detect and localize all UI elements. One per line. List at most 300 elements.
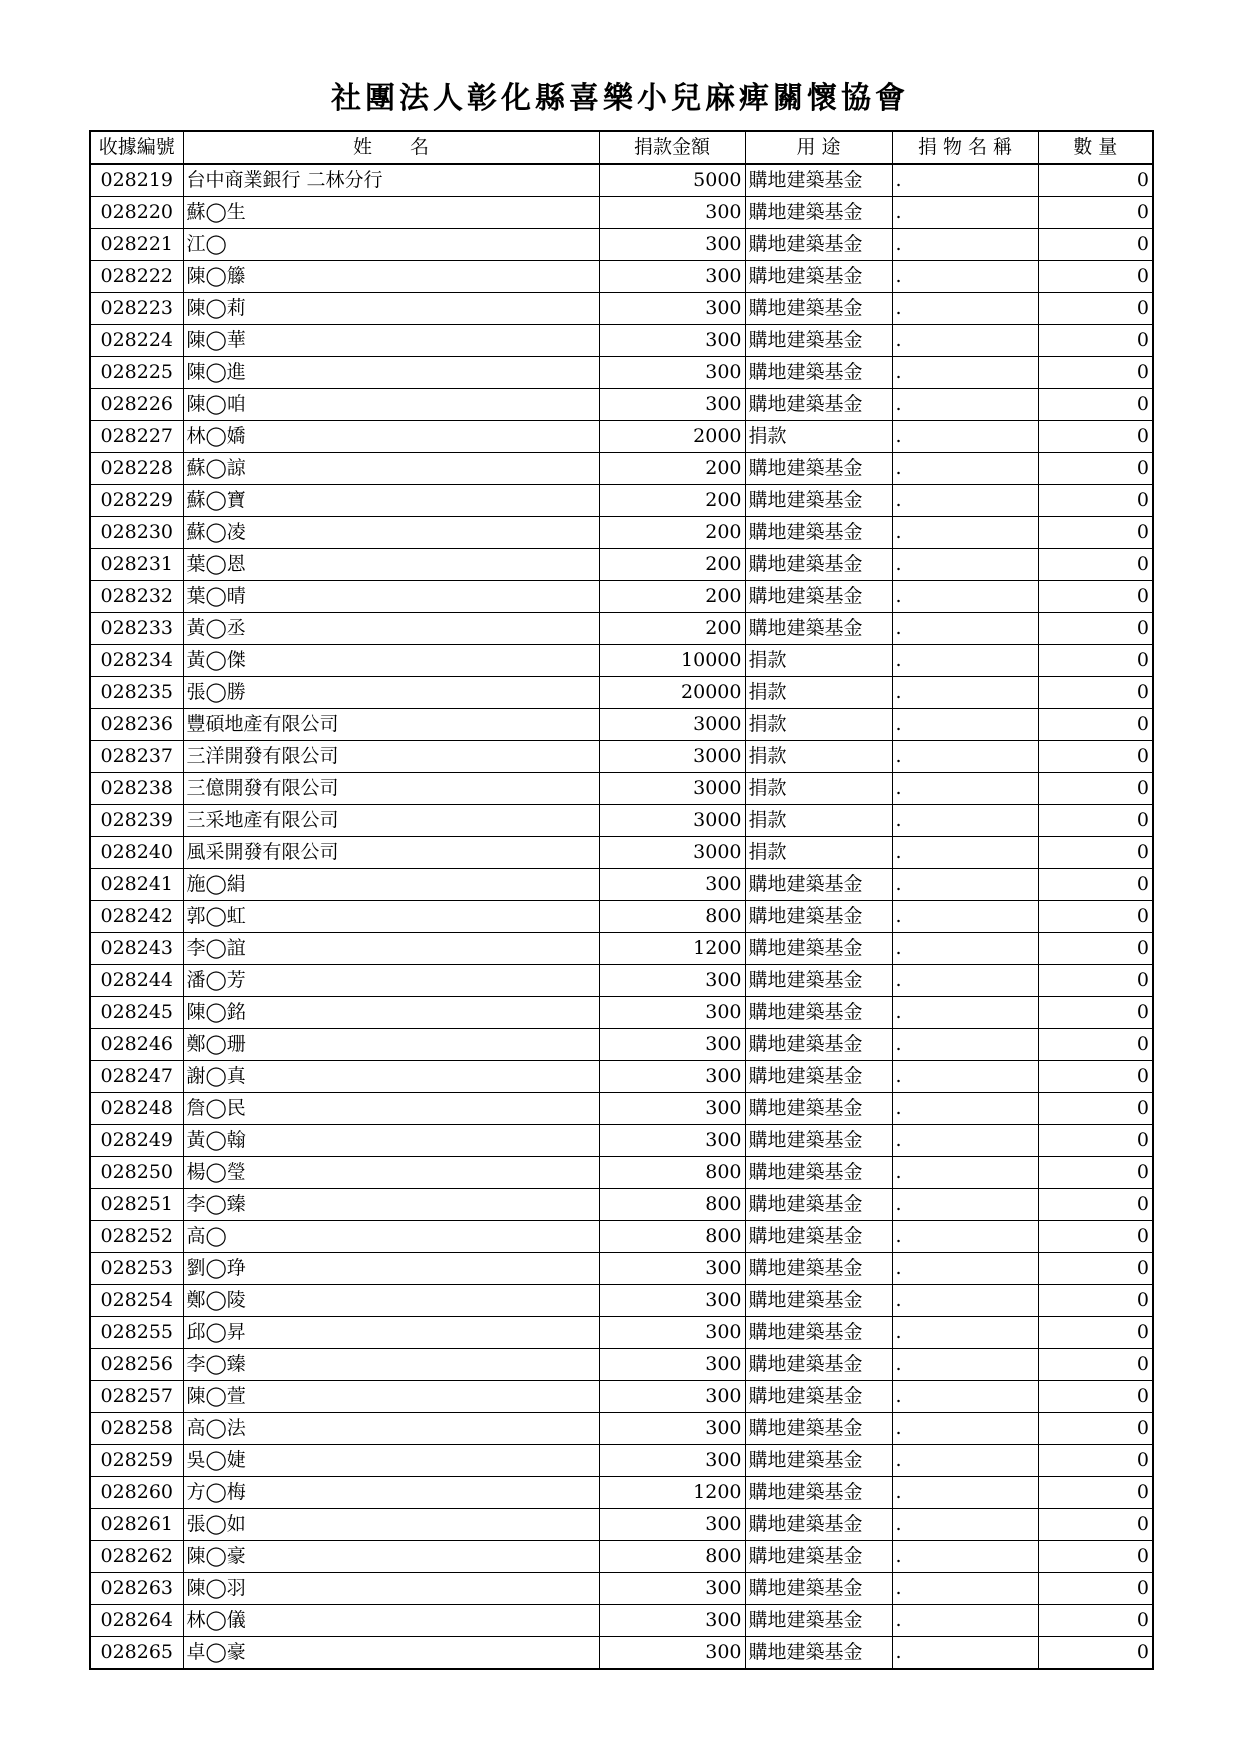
cell-item-name: . [892, 1253, 1038, 1285]
cell-name: 黃◯傑 [183, 645, 599, 677]
cell-name: 三億開發有限公司 [183, 773, 599, 805]
table-row [90, 453, 1153, 485]
header-receipt-no: 收據編號 [90, 131, 183, 164]
cell-quantity: 0 [1038, 773, 1153, 805]
cell-name: 郭◯虹 [183, 901, 599, 933]
cell-receipt-no: 028257 [90, 1381, 183, 1413]
cell-name: 台中商業銀行 二林分行 [183, 164, 599, 197]
cell-item-name: . [892, 837, 1038, 869]
cell-amount: 300 [599, 1285, 745, 1317]
cell-receipt-no: 028234 [90, 645, 183, 677]
cell-item-name: . [892, 517, 1038, 549]
table-row [90, 1125, 1153, 1157]
cell-purpose: 購地建築基金 [745, 965, 892, 997]
cell-receipt-no: 028235 [90, 677, 183, 709]
cell-amount: 800 [599, 1541, 745, 1573]
cell-purpose: 購地建築基金 [745, 164, 892, 197]
cell-purpose: 購地建築基金 [745, 613, 892, 645]
cell-amount: 300 [599, 1413, 745, 1445]
table-row [90, 1061, 1153, 1093]
cell-receipt-no: 028229 [90, 485, 183, 517]
cell-purpose: 捐款 [745, 773, 892, 805]
cell-quantity: 0 [1038, 325, 1153, 357]
cell-item-name: . [892, 389, 1038, 421]
header-amount: 捐款金額 [599, 131, 745, 164]
cell-receipt-no: 028237 [90, 741, 183, 773]
cell-quantity: 0 [1038, 549, 1153, 581]
cell-item-name: . [892, 709, 1038, 741]
cell-purpose: 購地建築基金 [745, 1541, 892, 1573]
cell-receipt-no: 028222 [90, 261, 183, 293]
cell-name: 鄭◯珊 [183, 1029, 599, 1061]
cell-quantity: 0 [1038, 293, 1153, 325]
cell-purpose: 購地建築基金 [745, 549, 892, 581]
cell-item-name: . [892, 1349, 1038, 1381]
cell-item-name: . [892, 869, 1038, 901]
cell-item-name: . [892, 901, 1038, 933]
cell-amount: 300 [599, 389, 745, 421]
cell-purpose: 購地建築基金 [745, 197, 892, 229]
cell-amount: 300 [599, 325, 745, 357]
table-row [90, 293, 1153, 325]
cell-name: 陳◯咱 [183, 389, 599, 421]
cell-quantity: 0 [1038, 1541, 1153, 1573]
cell-purpose: 購地建築基金 [745, 1285, 892, 1317]
cell-amount: 3000 [599, 741, 745, 773]
table-row [90, 1477, 1153, 1509]
cell-item-name: . [892, 1317, 1038, 1349]
table-row [90, 869, 1153, 901]
cell-receipt-no: 028243 [90, 933, 183, 965]
cell-amount: 300 [599, 1445, 745, 1477]
table-row [90, 581, 1153, 613]
cell-receipt-no: 028230 [90, 517, 183, 549]
cell-receipt-no: 028263 [90, 1573, 183, 1605]
cell-quantity: 0 [1038, 709, 1153, 741]
cell-item-name: . [892, 965, 1038, 997]
cell-name: 蘇◯諒 [183, 453, 599, 485]
cell-purpose: 購地建築基金 [745, 1509, 892, 1541]
table-row [90, 741, 1153, 773]
table-row [90, 549, 1153, 581]
cell-item-name: . [892, 1605, 1038, 1637]
cell-purpose: 購地建築基金 [745, 1573, 892, 1605]
cell-item-name: . [892, 1413, 1038, 1445]
table-row [90, 1381, 1153, 1413]
table-row [90, 1157, 1153, 1189]
cell-receipt-no: 028228 [90, 453, 183, 485]
cell-receipt-no: 028261 [90, 1509, 183, 1541]
cell-amount: 200 [599, 613, 745, 645]
cell-receipt-no: 028254 [90, 1285, 183, 1317]
cell-name: 豐碩地產有限公司 [183, 709, 599, 741]
cell-purpose: 捐款 [745, 805, 892, 837]
cell-receipt-no: 028260 [90, 1477, 183, 1509]
cell-amount: 300 [599, 1125, 745, 1157]
cell-amount: 300 [599, 197, 745, 229]
cell-amount: 300 [599, 1029, 745, 1061]
cell-receipt-no: 028219 [90, 164, 183, 197]
cell-name: 蘇◯寶 [183, 485, 599, 517]
cell-name: 三洋開發有限公司 [183, 741, 599, 773]
cell-amount: 20000 [599, 677, 745, 709]
table-row [90, 1573, 1153, 1605]
cell-quantity: 0 [1038, 1221, 1153, 1253]
cell-receipt-no: 028231 [90, 549, 183, 581]
cell-item-name: . [892, 613, 1038, 645]
cell-amount: 200 [599, 485, 745, 517]
cell-quantity: 0 [1038, 517, 1153, 549]
table-row [90, 229, 1153, 261]
cell-item-name: . [892, 1029, 1038, 1061]
cell-amount: 200 [599, 549, 745, 581]
cell-quantity: 0 [1038, 965, 1153, 997]
cell-name: 方◯梅 [183, 1477, 599, 1509]
cell-name: 潘◯芳 [183, 965, 599, 997]
cell-name: 風采開發有限公司 [183, 837, 599, 869]
cell-purpose: 購地建築基金 [745, 453, 892, 485]
cell-name: 卓◯豪 [183, 1637, 599, 1670]
cell-amount: 300 [599, 1605, 745, 1637]
cell-name: 楊◯瑩 [183, 1157, 599, 1189]
cell-receipt-no: 028256 [90, 1349, 183, 1381]
table-row [90, 997, 1153, 1029]
cell-name: 陳◯豪 [183, 1541, 599, 1573]
cell-name: 劉◯琤 [183, 1253, 599, 1285]
cell-quantity: 0 [1038, 1605, 1153, 1637]
cell-purpose: 捐款 [745, 709, 892, 741]
cell-item-name: . [892, 197, 1038, 229]
cell-purpose: 購地建築基金 [745, 1189, 892, 1221]
page-title: 社團法人彰化縣喜樂小兒麻痺關懷協會 [331, 81, 909, 116]
cell-receipt-no: 028244 [90, 965, 183, 997]
cell-receipt-no: 028224 [90, 325, 183, 357]
cell-amount: 300 [599, 1061, 745, 1093]
table-row [90, 773, 1153, 805]
cell-quantity: 0 [1038, 164, 1153, 197]
cell-amount: 300 [599, 1093, 745, 1125]
cell-name: 陳◯銘 [183, 997, 599, 1029]
table-row [90, 1093, 1153, 1125]
cell-quantity: 0 [1038, 1381, 1153, 1413]
cell-quantity: 0 [1038, 485, 1153, 517]
cell-amount: 200 [599, 581, 745, 613]
cell-amount: 1200 [599, 933, 745, 965]
cell-item-name: . [892, 357, 1038, 389]
cell-receipt-no: 028255 [90, 1317, 183, 1349]
table-row [90, 1413, 1153, 1445]
cell-quantity: 0 [1038, 645, 1153, 677]
cell-name: 陳◯羽 [183, 1573, 599, 1605]
cell-quantity: 0 [1038, 901, 1153, 933]
cell-amount: 300 [599, 293, 745, 325]
cell-quantity: 0 [1038, 1317, 1153, 1349]
cell-name: 李◯臻 [183, 1349, 599, 1381]
cell-quantity: 0 [1038, 805, 1153, 837]
cell-purpose: 購地建築基金 [745, 1477, 892, 1509]
cell-receipt-no: 028236 [90, 709, 183, 741]
cell-item-name: . [892, 549, 1038, 581]
cell-item-name: . [892, 1573, 1038, 1605]
table-row [90, 933, 1153, 965]
cell-receipt-no: 028227 [90, 421, 183, 453]
table-row [90, 1285, 1153, 1317]
cell-purpose: 捐款 [745, 421, 892, 453]
cell-item-name: . [892, 933, 1038, 965]
cell-receipt-no: 028221 [90, 229, 183, 261]
cell-item-name: . [892, 261, 1038, 293]
cell-purpose: 購地建築基金 [745, 485, 892, 517]
cell-item-name: . [892, 325, 1038, 357]
cell-receipt-no: 028220 [90, 197, 183, 229]
table-row [90, 1445, 1153, 1477]
cell-purpose: 購地建築基金 [745, 1125, 892, 1157]
cell-receipt-no: 028265 [90, 1637, 183, 1670]
cell-amount: 300 [599, 1349, 745, 1381]
cell-quantity: 0 [1038, 741, 1153, 773]
cell-name: 江◯ [183, 229, 599, 261]
cell-quantity: 0 [1038, 357, 1153, 389]
cell-purpose: 購地建築基金 [745, 1157, 892, 1189]
cell-name: 李◯誼 [183, 933, 599, 965]
cell-quantity: 0 [1038, 261, 1153, 293]
cell-name: 黃◯丞 [183, 613, 599, 645]
table-row [90, 677, 1153, 709]
cell-name: 葉◯晴 [183, 581, 599, 613]
cell-purpose: 購地建築基金 [745, 1029, 892, 1061]
table-row [90, 1605, 1153, 1637]
cell-quantity: 0 [1038, 229, 1153, 261]
donation-table [89, 130, 1154, 1670]
cell-name: 高◯法 [183, 1413, 599, 1445]
cell-quantity: 0 [1038, 1509, 1153, 1541]
cell-amount: 300 [599, 261, 745, 293]
cell-item-name: . [892, 1477, 1038, 1509]
table-row [90, 357, 1153, 389]
table-row [90, 1317, 1153, 1349]
cell-quantity: 0 [1038, 1125, 1153, 1157]
cell-receipt-no: 028247 [90, 1061, 183, 1093]
cell-amount: 300 [599, 1317, 745, 1349]
cell-item-name: . [892, 453, 1038, 485]
cell-purpose: 購地建築基金 [745, 869, 892, 901]
table-row [90, 421, 1153, 453]
cell-name: 詹◯民 [183, 1093, 599, 1125]
cell-receipt-no: 028239 [90, 805, 183, 837]
cell-name: 高◯ [183, 1221, 599, 1253]
cell-quantity: 0 [1038, 1573, 1153, 1605]
cell-item-name: . [892, 645, 1038, 677]
cell-name: 蘇◯生 [183, 197, 599, 229]
cell-purpose: 購地建築基金 [745, 261, 892, 293]
cell-receipt-no: 028233 [90, 613, 183, 645]
cell-quantity: 0 [1038, 1349, 1153, 1381]
cell-receipt-no: 028251 [90, 1189, 183, 1221]
cell-receipt-no: 028232 [90, 581, 183, 613]
cell-quantity: 0 [1038, 1157, 1153, 1189]
cell-name: 林◯嬌 [183, 421, 599, 453]
header-name: 姓 名 [183, 131, 599, 164]
table-row [90, 805, 1153, 837]
table-row [90, 1189, 1153, 1221]
cell-name: 張◯勝 [183, 677, 599, 709]
cell-receipt-no: 028240 [90, 837, 183, 869]
cell-name: 蘇◯凌 [183, 517, 599, 549]
cell-purpose: 購地建築基金 [745, 581, 892, 613]
table-header-row [90, 131, 1153, 164]
table-body [90, 164, 1153, 1669]
cell-purpose: 購地建築基金 [745, 933, 892, 965]
cell-amount: 800 [599, 901, 745, 933]
cell-purpose: 購地建築基金 [745, 1413, 892, 1445]
cell-quantity: 0 [1038, 1477, 1153, 1509]
cell-amount: 10000 [599, 645, 745, 677]
cell-amount: 300 [599, 1573, 745, 1605]
cell-quantity: 0 [1038, 933, 1153, 965]
header-item-name: 捐 物 名 稱 [892, 131, 1038, 164]
cell-receipt-no: 028248 [90, 1093, 183, 1125]
cell-purpose: 捐款 [745, 837, 892, 869]
cell-receipt-no: 028258 [90, 1413, 183, 1445]
cell-item-name: . [892, 1221, 1038, 1253]
cell-name: 陳◯莉 [183, 293, 599, 325]
cell-amount: 2000 [599, 421, 745, 453]
cell-receipt-no: 028249 [90, 1125, 183, 1157]
cell-amount: 1200 [599, 1477, 745, 1509]
cell-amount: 3000 [599, 709, 745, 741]
cell-quantity: 0 [1038, 869, 1153, 901]
cell-name: 陳◯籐 [183, 261, 599, 293]
cell-quantity: 0 [1038, 997, 1153, 1029]
cell-quantity: 0 [1038, 389, 1153, 421]
table-row [90, 1541, 1153, 1573]
cell-amount: 3000 [599, 805, 745, 837]
cell-amount: 300 [599, 997, 745, 1029]
cell-name: 陳◯萱 [183, 1381, 599, 1413]
table-row [90, 389, 1153, 421]
cell-item-name: . [892, 677, 1038, 709]
cell-name: 林◯儀 [183, 1605, 599, 1637]
table-row [90, 164, 1153, 197]
table-row [90, 261, 1153, 293]
cell-quantity: 0 [1038, 1029, 1153, 1061]
cell-name: 施◯絹 [183, 869, 599, 901]
cell-name: 黃◯翰 [183, 1125, 599, 1157]
cell-quantity: 0 [1038, 1413, 1153, 1445]
cell-quantity: 0 [1038, 421, 1153, 453]
cell-quantity: 0 [1038, 1093, 1153, 1125]
cell-item-name: . [892, 1093, 1038, 1125]
table-row [90, 901, 1153, 933]
header-quantity: 數 量 [1038, 131, 1153, 164]
cell-item-name: . [892, 421, 1038, 453]
cell-quantity: 0 [1038, 1637, 1153, 1670]
cell-receipt-no: 028245 [90, 997, 183, 1029]
table-row [90, 517, 1153, 549]
cell-purpose: 購地建築基金 [745, 229, 892, 261]
cell-item-name: . [892, 741, 1038, 773]
cell-purpose: 購地建築基金 [745, 1637, 892, 1670]
cell-purpose: 購地建築基金 [745, 517, 892, 549]
cell-purpose: 購地建築基金 [745, 1605, 892, 1637]
cell-receipt-no: 028223 [90, 293, 183, 325]
cell-amount: 200 [599, 453, 745, 485]
table-row [90, 1349, 1153, 1381]
cell-receipt-no: 028246 [90, 1029, 183, 1061]
cell-item-name: . [892, 1125, 1038, 1157]
cell-item-name: . [892, 773, 1038, 805]
cell-name: 陳◯進 [183, 357, 599, 389]
table-row [90, 1637, 1153, 1670]
cell-purpose: 購地建築基金 [745, 325, 892, 357]
cell-amount: 800 [599, 1157, 745, 1189]
cell-amount: 300 [599, 1509, 745, 1541]
cell-name: 邱◯昇 [183, 1317, 599, 1349]
table-row [90, 1509, 1153, 1541]
cell-purpose: 購地建築基金 [745, 1381, 892, 1413]
cell-name: 陳◯華 [183, 325, 599, 357]
cell-receipt-no: 028242 [90, 901, 183, 933]
cell-quantity: 0 [1038, 581, 1153, 613]
cell-name: 李◯臻 [183, 1189, 599, 1221]
cell-quantity: 0 [1038, 1061, 1153, 1093]
cell-item-name: . [892, 1157, 1038, 1189]
cell-receipt-no: 028241 [90, 869, 183, 901]
cell-receipt-no: 028259 [90, 1445, 183, 1477]
cell-quantity: 0 [1038, 1445, 1153, 1477]
cell-item-name: . [892, 581, 1038, 613]
cell-purpose: 購地建築基金 [745, 1221, 892, 1253]
table-row [90, 965, 1153, 997]
cell-receipt-no: 028225 [90, 357, 183, 389]
cell-item-name: . [892, 1637, 1038, 1670]
cell-receipt-no: 028264 [90, 1605, 183, 1637]
cell-item-name: . [892, 293, 1038, 325]
cell-purpose: 購地建築基金 [745, 1445, 892, 1477]
cell-item-name: . [892, 1189, 1038, 1221]
cell-amount: 300 [599, 1637, 745, 1670]
cell-amount: 300 [599, 965, 745, 997]
cell-amount: 3000 [599, 773, 745, 805]
cell-purpose: 捐款 [745, 645, 892, 677]
cell-quantity: 0 [1038, 677, 1153, 709]
table-row [90, 613, 1153, 645]
cell-purpose: 購地建築基金 [745, 1093, 892, 1125]
cell-amount: 5000 [599, 164, 745, 197]
cell-purpose: 購地建築基金 [745, 1349, 892, 1381]
cell-amount: 200 [599, 517, 745, 549]
cell-item-name: . [892, 1541, 1038, 1573]
table-row [90, 645, 1153, 677]
table-row [90, 325, 1153, 357]
cell-name: 鄭◯陵 [183, 1285, 599, 1317]
table-row [90, 197, 1153, 229]
cell-name: 謝◯真 [183, 1061, 599, 1093]
cell-purpose: 購地建築基金 [745, 1253, 892, 1285]
cell-name: 三采地產有限公司 [183, 805, 599, 837]
cell-amount: 300 [599, 1253, 745, 1285]
cell-item-name: . [892, 1381, 1038, 1413]
cell-quantity: 0 [1038, 197, 1153, 229]
cell-item-name: . [892, 164, 1038, 197]
cell-purpose: 購地建築基金 [745, 389, 892, 421]
cell-purpose: 購地建築基金 [745, 293, 892, 325]
cell-purpose: 購地建築基金 [745, 997, 892, 1029]
cell-amount: 300 [599, 229, 745, 261]
cell-purpose: 購地建築基金 [745, 901, 892, 933]
cell-item-name: . [892, 229, 1038, 261]
cell-amount: 300 [599, 1381, 745, 1413]
